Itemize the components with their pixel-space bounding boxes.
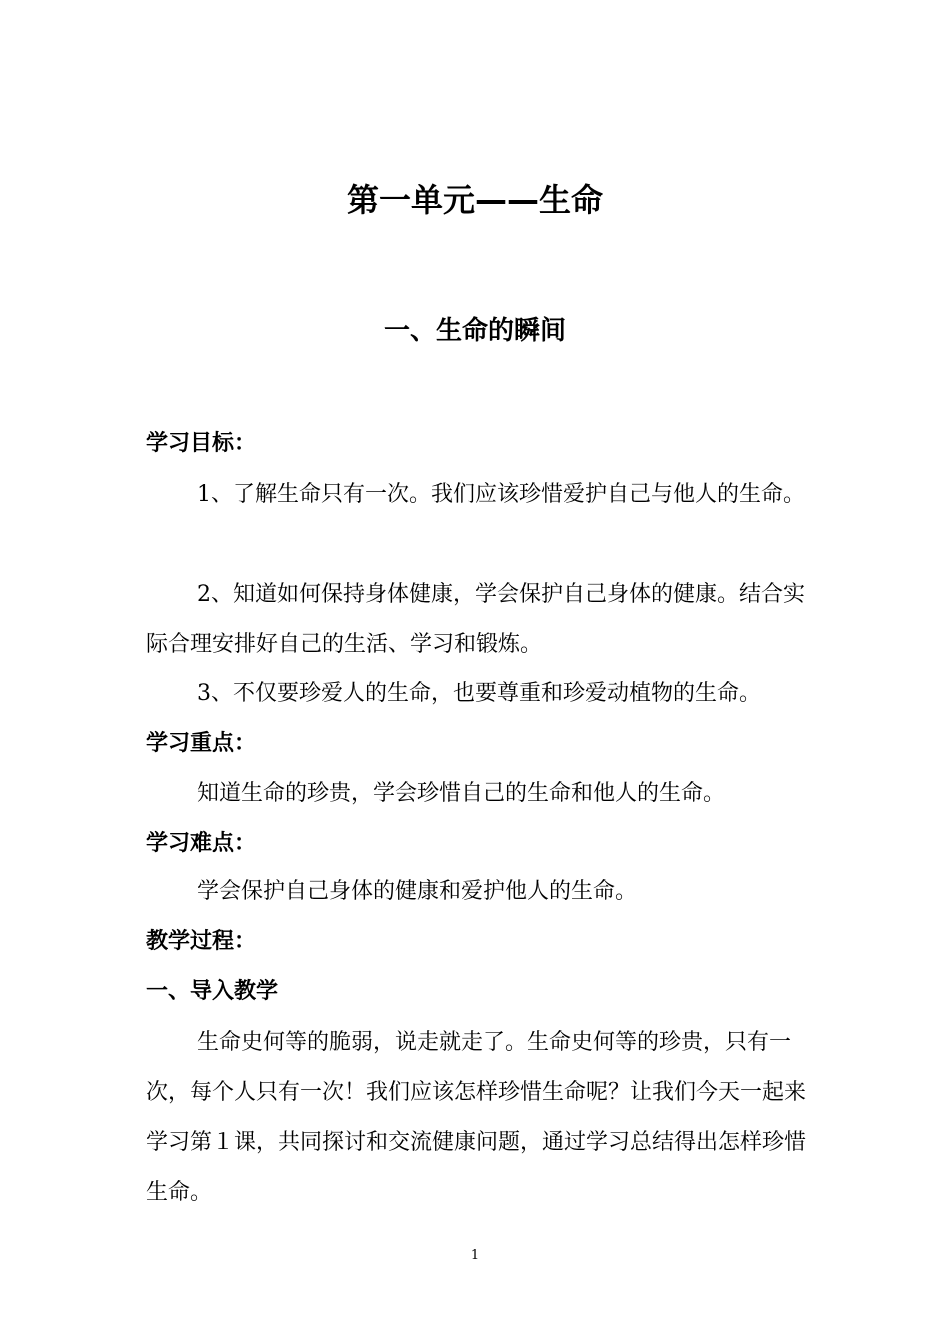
step1-text: 生命史何等的脆弱，说走就走了。生命史何等的珍贵，只有一次，每个人只有一次！我们应该怎样珍惜生命呢？让我们今天一起来学习第１课，共同探讨和交流健康问题，通过学习总结得出怎样珍惜生命。 [146,1030,807,1205]
difficulties-text: 学会保护自己身体的健康和爱护他人的生命。 [197,879,638,904]
difficulties-heading: 学习难点： [146,831,257,856]
objective-item-3: 3、不仅要珍爱人的生命，也要尊重和珍爱动植物的生命。 [197,681,761,706]
process-heading: 教学过程： [146,929,257,954]
objectives-heading: 学习目标： [146,431,257,456]
key-points-text: 知道生命的珍贵，学会珍惜自己的生命和他人的生命。 [197,781,726,806]
objective-item-2: 2、知道如何保持身体健康，学会保护自己身体的健康。结合实际合理安排好自己的生活、学习和锻炼。 [146,582,805,657]
unit-title: 第一单元——生命 [346,181,603,219]
key-points-heading: 学习重点： [146,731,257,756]
page-number: 1 [470,1248,480,1263]
objective-item-1: 1、了解生命只有一次。我们应该珍惜爱护自己与他人的生命。 [197,482,805,507]
step1-heading: 一、导入教学 [146,979,279,1004]
lesson-title: 一、生命的瞬间 [383,316,566,346]
